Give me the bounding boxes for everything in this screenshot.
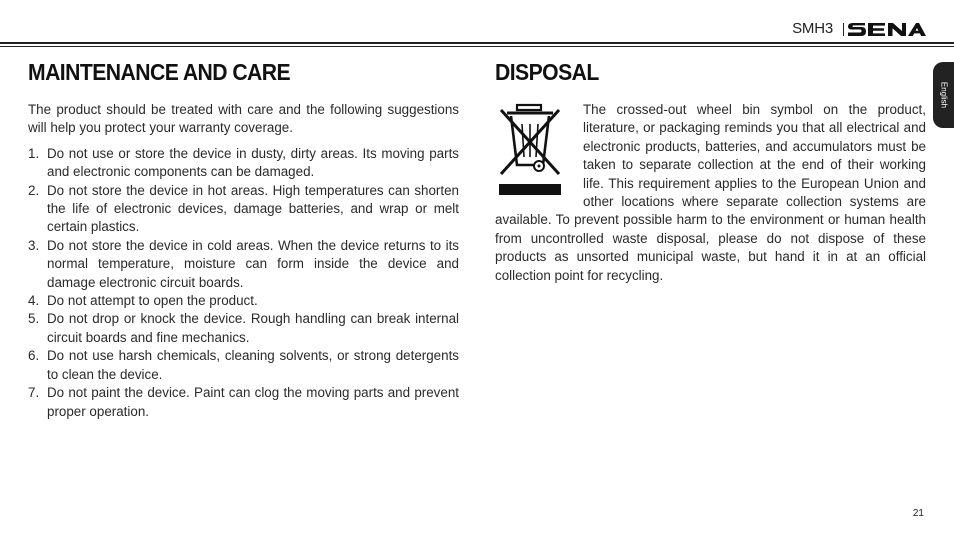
header-rule-thick — [0, 42, 954, 44]
crossed-out-wheel-bin-icon — [495, 102, 565, 202]
list-item: 7. Do not paint the device. Paint can clog the moving parts and prevent proper operation. — [28, 385, 459, 419]
list-item: 4. Do not attempt to open the product. — [28, 293, 258, 309]
list-item: 3. Do not store the device in cold areas. When the device returns to its normal temperature, moisture can form inside the device and damage electronic circuit boards. — [28, 237, 459, 290]
list-item: 6. Do not use harsh chemicals, cleaning solvents, or strong detergents to clean the device. — [28, 348, 459, 382]
list-item: 5. Do not drop or knock the device. Rough handling can break internal circuit boards and fine mechanics. — [28, 311, 459, 345]
disposal-section — [495, 58, 926, 285]
maintenance-title: MAINTENANCE AND CARE — [28, 59, 291, 85]
language-tab-label: English — [939, 81, 948, 109]
page-number: 21 — [912, 508, 924, 519]
header-separator — [843, 23, 844, 36]
maintenance-list — [28, 145, 459, 421]
maintenance-section — [28, 58, 459, 421]
disposal-text: The crossed-out wheel bin symbol on the product, literature, or packaging reminds you that all electrical and electronic products, batteries, and accumulators must be taken to separate collection at the end of their working life. This requirement applies to the European Union and other locations where separate collection systems are available. To prevent possible harm to the environment or human health from uncontrolled waste disposal, please do not dispose of these products as unsorted municipal waste, but hand it in at an official collection point for recycling. — [495, 102, 926, 283]
disposal-title: DISPOSAL — [495, 59, 599, 85]
list-item: 2. Do not store the device in hot areas. High temperatures can shorten the life of electronic devices, damage batteries, and wrap or melt certain plastics. — [28, 182, 459, 235]
sena-logo-icon — [848, 23, 926, 36]
language-tab — [933, 62, 954, 128]
maintenance-intro: The product should be treated with care and the following suggestions will help you protect your warranty coverage. — [28, 102, 459, 136]
page-header — [0, 0, 954, 46]
header-rule-thin — [0, 46, 954, 47]
model-name: SMH3 — [792, 20, 833, 37]
list-item: 1. Do not use or store the device in dusty, dirty areas. Its moving parts and electronic components can be damaged. — [28, 145, 459, 180]
